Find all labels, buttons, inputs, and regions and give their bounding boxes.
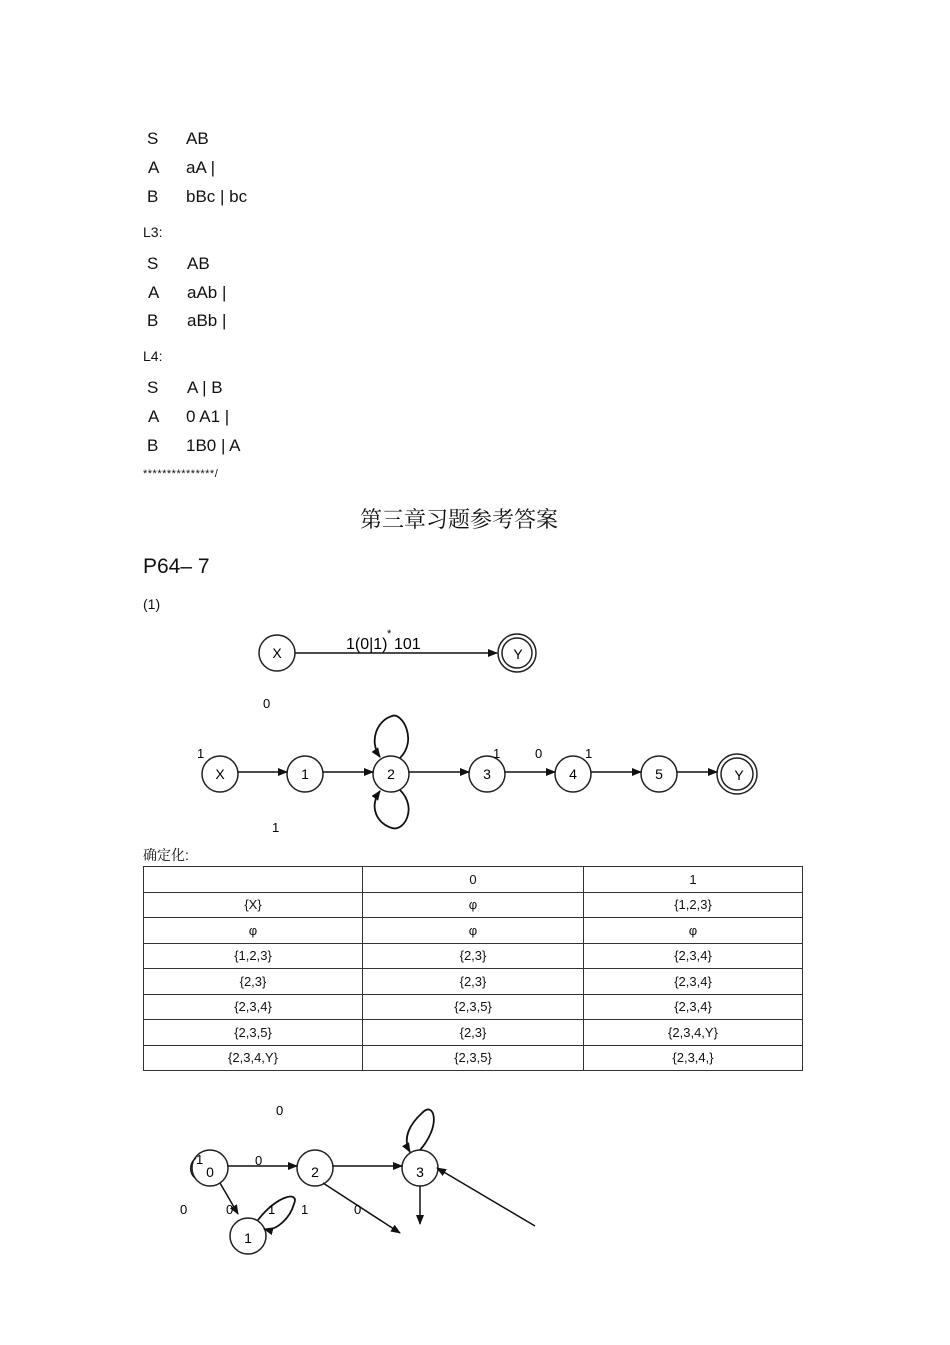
- production-lhs: S: [147, 254, 159, 273]
- self-loop-edge: [407, 1109, 434, 1152]
- state-label: 2: [311, 1164, 319, 1180]
- table-cell: {2,3}: [363, 969, 584, 995]
- edge-label: 1: [272, 820, 280, 835]
- table-cell: {1,2,3}: [144, 943, 363, 969]
- production-rhs: aAb |: [187, 283, 227, 302]
- table-cell: φ: [144, 918, 363, 944]
- transition-table: [143, 866, 803, 1071]
- table-cell: {2,3,4}: [144, 994, 363, 1020]
- table-cell: {2,3,5}: [363, 1045, 584, 1071]
- state-label: X: [272, 645, 282, 661]
- l4-label: L4:: [143, 348, 163, 364]
- edge-label: 0: [535, 746, 543, 761]
- edge-label: 0: [354, 1202, 362, 1217]
- edge-label: 1: [493, 746, 501, 761]
- self-loop-edge: [375, 716, 409, 758]
- diagram-3: [180, 1103, 535, 1254]
- edge-label: 0: [263, 696, 271, 711]
- production-lhs: A: [148, 407, 160, 426]
- state-label: Y: [513, 646, 523, 662]
- edge-label: 1: [197, 746, 205, 761]
- table-row: [144, 943, 803, 969]
- edge-label: 1: [268, 1202, 276, 1217]
- diagram-1: [259, 628, 536, 672]
- state-label: 4: [569, 766, 577, 782]
- table-cell: {2,3,4,}: [584, 1045, 803, 1071]
- edge-label: 1: [301, 1202, 309, 1217]
- table-cell: {2,3,4,Y}: [584, 1020, 803, 1046]
- table-row: [144, 892, 803, 918]
- edge-label: 101: [394, 636, 421, 653]
- state-label: 0: [206, 1164, 214, 1180]
- production-lhs: S: [147, 129, 159, 148]
- table-header-row: [144, 867, 803, 893]
- edge-star: *: [387, 628, 392, 640]
- self-loop-edge: [375, 790, 409, 828]
- table-cell: {2,3}: [363, 1020, 584, 1046]
- production-rhs: bBc | bc: [186, 187, 248, 206]
- table-row: [144, 994, 803, 1020]
- edge-label: 1: [585, 746, 593, 761]
- production-lhs: A: [148, 283, 160, 302]
- table-cell: φ: [584, 918, 803, 944]
- edge-label: 1: [196, 1152, 204, 1167]
- production-rhs: AB: [187, 254, 210, 273]
- table-row: [144, 969, 803, 995]
- table-cell: {2,3,4}: [584, 994, 803, 1020]
- production-rhs: AB: [186, 129, 209, 148]
- table-cell: {2,3,5}: [363, 994, 584, 1020]
- table-cell: {2,3}: [363, 943, 584, 969]
- edge-label: 1(0|1): [346, 636, 388, 653]
- header-cell: 0: [363, 867, 584, 893]
- state-label: 2: [387, 766, 395, 782]
- state-label: X: [215, 766, 225, 782]
- header-cell: [144, 867, 363, 893]
- table-cell: {2,3}: [144, 969, 363, 995]
- edge-label: 0: [226, 1202, 234, 1217]
- table-cell: {X}: [144, 892, 363, 918]
- section-heading: P64– 7: [143, 555, 210, 578]
- transition-edge: [323, 1183, 400, 1233]
- header-cell: 1: [584, 867, 803, 893]
- state-label: 1: [301, 766, 309, 782]
- transition-edge: [437, 1168, 535, 1226]
- production-lhs: B: [147, 187, 159, 206]
- comment-end: ***************/: [143, 468, 219, 480]
- production-rhs: aBb |: [187, 311, 227, 330]
- production-rhs: aA |: [186, 158, 215, 177]
- part-label: (1): [143, 596, 161, 612]
- table-cell: φ: [363, 892, 584, 918]
- chapter-title: 第三章习题参考答案: [360, 508, 559, 533]
- state-label: Y: [734, 767, 744, 783]
- production-rhs: 0 A1 |: [186, 407, 230, 426]
- state-label: 1: [244, 1230, 252, 1246]
- edge-label: 0: [255, 1153, 263, 1168]
- table-row: [144, 1045, 803, 1071]
- state-label: 5: [655, 766, 663, 782]
- diagram-2: [197, 696, 757, 835]
- production-lhs: A: [148, 158, 160, 177]
- production-rhs: 1B0 | A: [186, 436, 241, 455]
- table-cell: {2,3,4}: [584, 969, 803, 995]
- table-row: [144, 1020, 803, 1046]
- table-cell: φ: [363, 918, 584, 944]
- table-cell: {2,3,4}: [584, 943, 803, 969]
- self-loop-edge: [258, 1197, 295, 1230]
- table-cell: {1,2,3}: [584, 892, 803, 918]
- table-cell: {2,3,4,Y}: [144, 1045, 363, 1071]
- table-cell: {2,3,5}: [144, 1020, 363, 1046]
- state-label: 3: [483, 766, 491, 782]
- l3-label: L3:: [143, 224, 163, 240]
- edge-label: 0: [276, 1103, 284, 1118]
- table-row: [144, 918, 803, 944]
- production-rhs: A | B: [187, 378, 223, 397]
- production-lhs: S: [147, 378, 159, 397]
- edge-label: 0: [180, 1202, 188, 1217]
- determinize-label: 确定化:: [143, 847, 189, 863]
- production-lhs: B: [147, 311, 159, 330]
- production-lhs: B: [147, 436, 159, 455]
- state-label: 3: [416, 1164, 424, 1180]
